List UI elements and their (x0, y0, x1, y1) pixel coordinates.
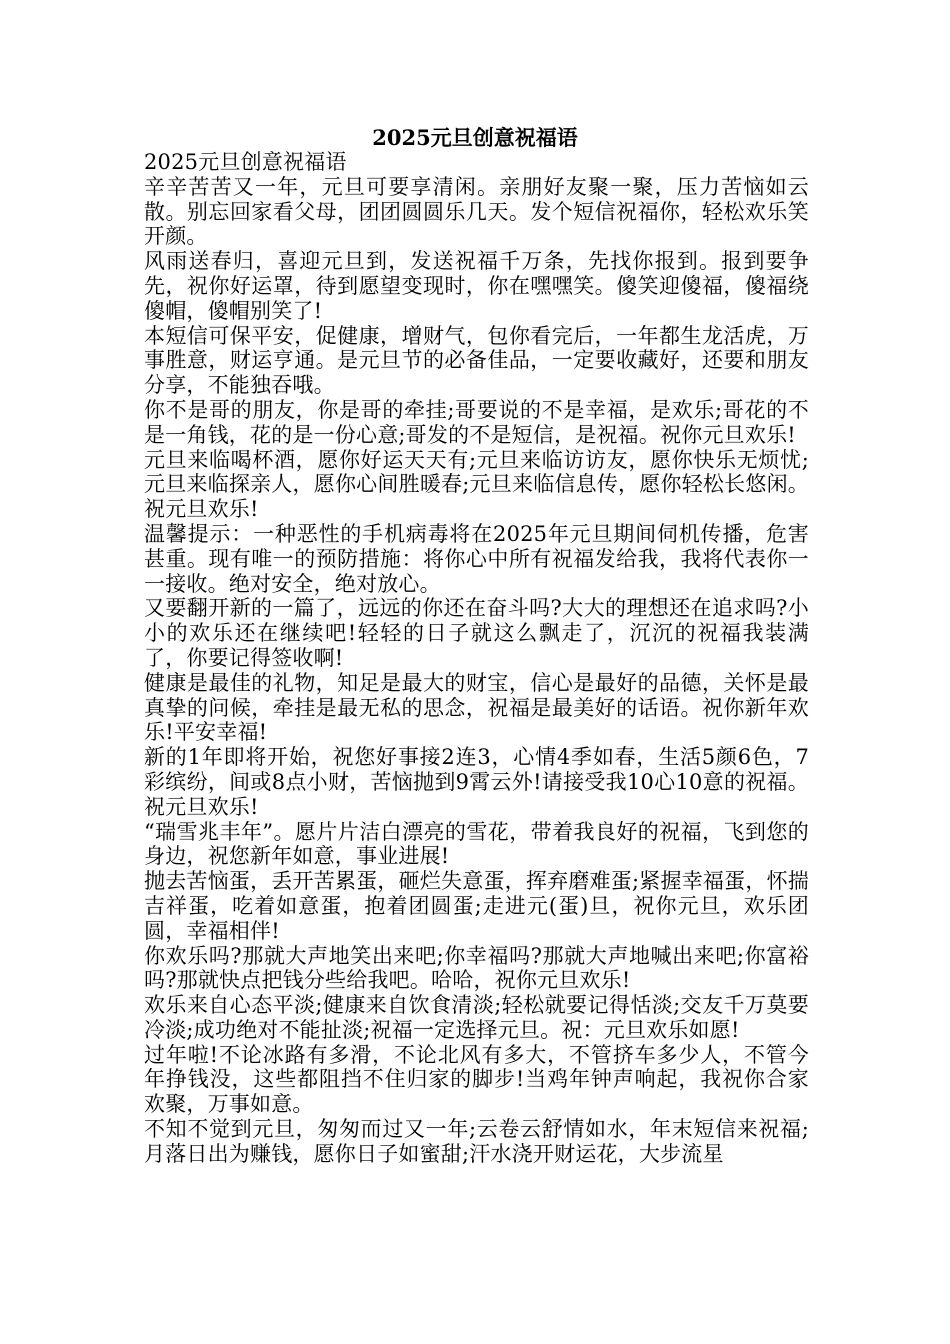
document-subtitle: 2025元旦创意祝福语 (144, 150, 347, 174)
paragraph: 新的1年即将开始，祝您好事接2连3，心情4季如春，生活5颜6色，7彩缤纷，间或8点小财，苦恼抛到9霄云外!请接受我10心10意的祝福。祝元旦欢乐! (144, 745, 809, 819)
paragraph: 不知不觉到元旦，匆匆而过又一年;云卷云舒情如水，年末短信来祝福;月落日出为赚钱，愿你日子如蜜甜;汗水浇开财运花，大步流星 (144, 1117, 809, 1166)
document-title: 2025元旦创意祝福语 (372, 125, 578, 150)
paragraph: 你不是哥的朋友，你是哥的牵挂;哥要说的不是幸福，是欢乐;哥花的不是一角钱，花的是一份心意;哥发的不是短信，是祝福。祝你元旦欢乐! (144, 397, 809, 447)
paragraph: 欢乐来自心态平淡;健康来自饮食清淡;轻松就要记得恬淡;交友千万莫要冷淡;成功绝对不能扯淡;祝福一定选择元旦。祝：元旦欢乐如愿! (144, 993, 809, 1042)
paragraph: “瑞雪兆丰年”。愿片片洁白漂亮的雪花，带着我良好的祝福，飞到您的身边，祝您新年如意，事业进展! (144, 819, 809, 869)
paragraph: 过年啦!不论冰路有多滑，不论北风有多大，不管挤车多少人，不管今年挣钱没，这些都阻挡不住归家的脚步!当鸡年钟声响起，我祝你合家欢聚，万事如意。 (144, 1042, 809, 1117)
paragraph: 健康是最佳的礼物，知足是最大的财宝，信心是最好的品德，关怀是最真挚的问候，牵挂是最无私的思念，祝福是最美好的话语。祝你新年欢乐!平安幸福! (144, 670, 809, 745)
paragraph: 温馨提示：一种恶性的手机病毒将在2025年元旦期间伺机传播，危害甚重。现有唯一的预防措施：将你心中所有祝福发给我，我将代表你一一接收。绝对安全，绝对放心。 (144, 521, 809, 596)
paragraph: 元旦来临喝杯酒，愿你好运天天有;元旦来临访访友，愿你快乐无烦忧;元旦来临探亲人，愿你心间胜暖春;元旦来临信息传，愿你轻松长悠闲。祝元旦欢乐! (144, 447, 809, 522)
document-body (144, 150, 809, 1167)
paragraph: 辛辛苦苦又一年，元旦可要享清闲。亲朋好友聚一聚，压力苦恼如云散。别忘回家看父母，团团圆圆乐几天。发个短信祝福你，轻松欢乐笑开颜。 (144, 174, 809, 249)
paragraph: 风雨送春归，喜迎元旦到，发送祝福千万条，先找你报到。报到要争先，祝你好运罩，待到愿望变现时，你在嘿嘿笑。傻笑迎傻福，傻福绕傻帽，傻帽别笑了! (144, 249, 809, 323)
paragraph: 你欢乐吗?那就大声地笑出来吧;你幸福吗?那就大声地喊出来吧;你富裕吗?那就快点把钱分些给我吧。哈哈，祝你元旦欢乐! (144, 943, 809, 993)
paragraph: 抛去苦恼蛋，丢开苦累蛋，砸烂失意蛋，挥弃磨难蛋;紧握幸福蛋，怀揣吉祥蛋，吃着如意蛋，抱着团圆蛋;走进元(蛋)旦，祝你元旦，欢乐团圆，幸福相伴! (144, 869, 809, 943)
paragraph: 本短信可保平安，促健康，增财气，包你看完后，一年都生龙活虎，万事胜意，财运亨通。是元旦节的必备佳品，一定要收藏好，还要和朋友分享，不能独吞哦。 (144, 323, 809, 398)
paragraph: 又要翻开新的一篇了，远远的你还在奋斗吗?大大的理想还在追求吗?小小的欢乐还在继续吧!轻轻的日子就这么飘走了，沉沉的祝福我装满了，你要记得签收啊! (144, 596, 809, 670)
